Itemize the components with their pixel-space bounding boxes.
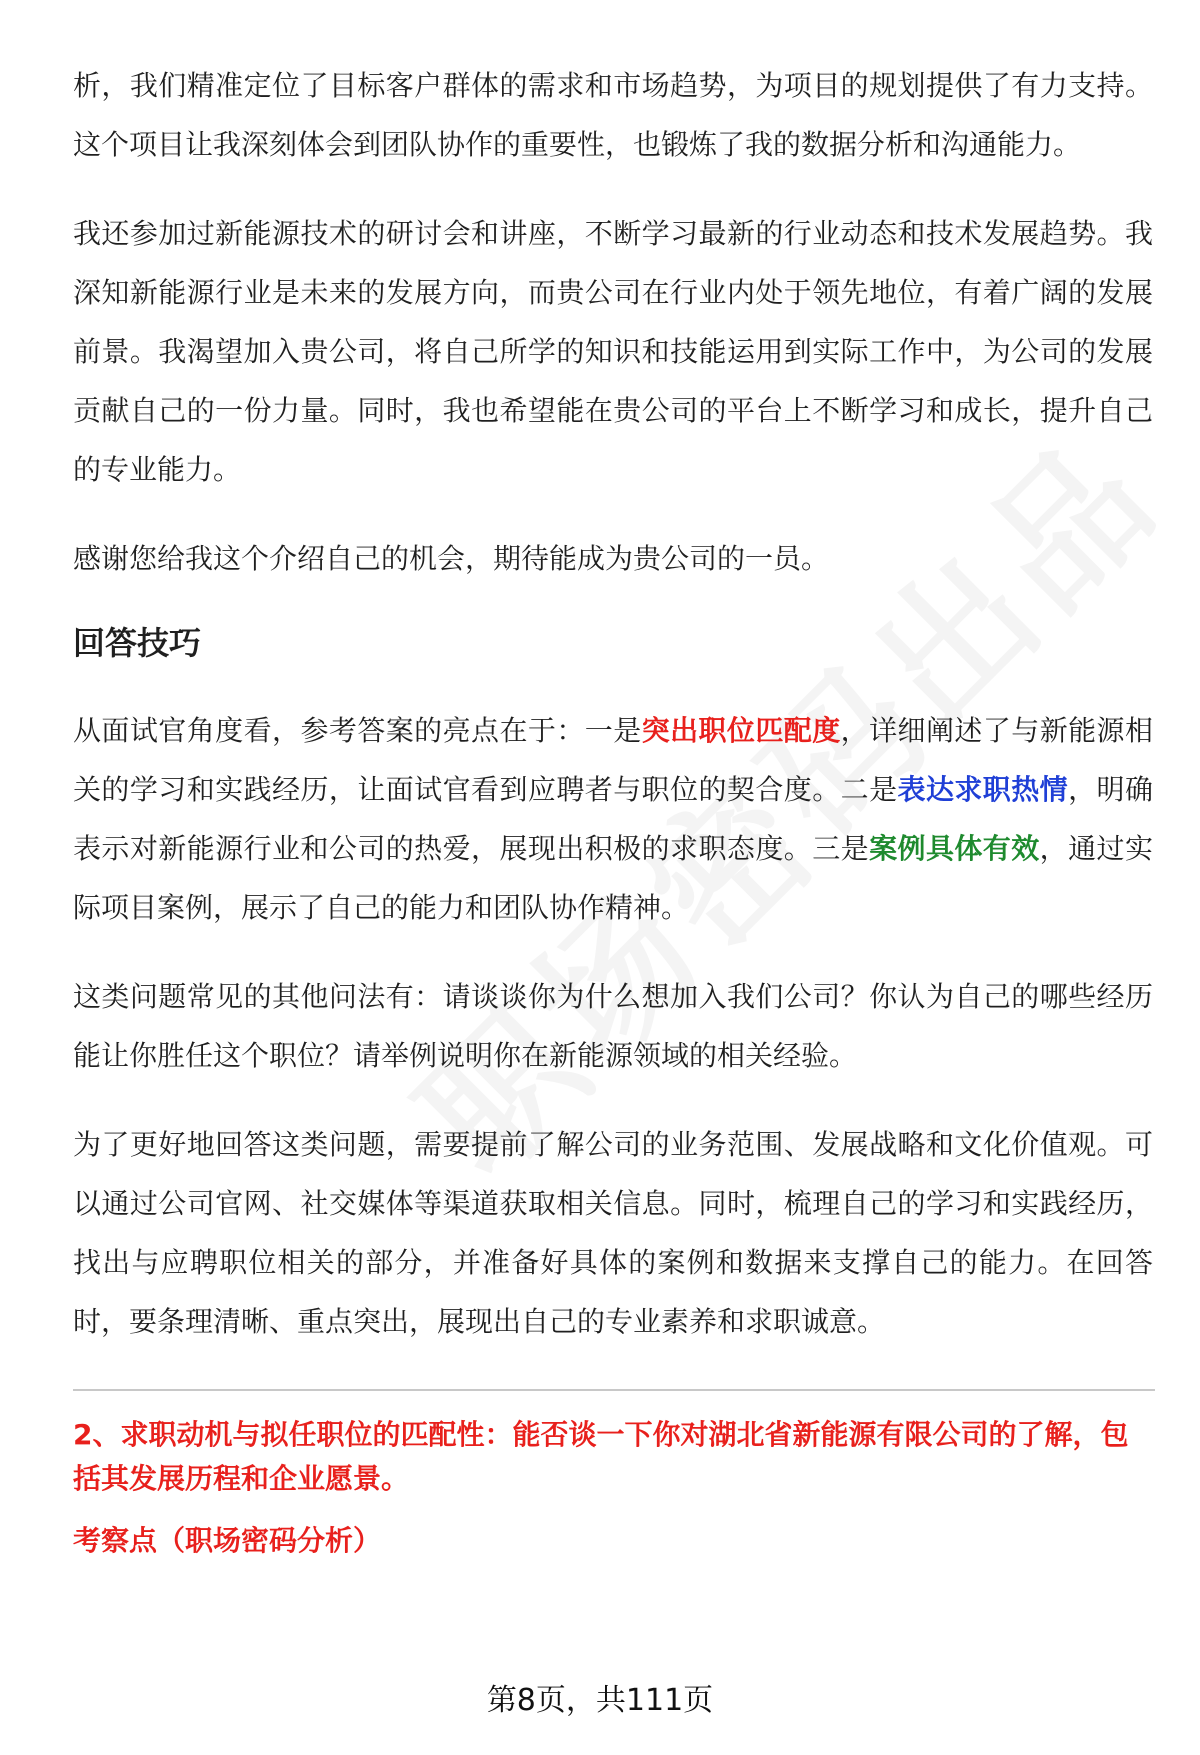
paragraph-intro-end: 析，我们精准定位了目标客户群体的需求和市场趋势，为项目的规划提供了有力支持。这个项目让我深刻体会到团队协作的重要性，也锻炼了我的数据分析和沟通能力。 (73, 69, 1153, 161)
analysis-subheading: 考察点（职场密码分析） (73, 1524, 382, 1557)
highlight-position-match: 突出职位匹配度 (641, 714, 841, 747)
question-title: 2、求职动机与拟任职位的匹配性：能否谈一下你对湖北省新能源有限公司的了解，包括其发展历程和企业愿景。 (73, 1418, 1129, 1495)
tips-text-1: 从面试官角度看，参考答案的亮点在于：一是 (73, 714, 642, 747)
tips-text-2: ，详细阐述了与新能源相关的学习和实践经历，让面试官看到应聘者与职位的契合度。二是 (73, 714, 1153, 806)
paragraph-preparation-advice: 为了更好地回答这类问题，需要提前了解公司的业务范围、发展战略和文化价值观。可以通过公司官网、社交媒体等渠道获取相关信息。同时，梳理自己的学习和实践经历，找出与应聘职位相关的部分，并准备好具体的案例和数据来支撑自己的能力。在回答时，要条理清晰、重点突出，展现出自己的专业素养和求职诚意。 (73, 1128, 1153, 1338)
page-content (73, 56, 1153, 1561)
paragraph-thanks: 感谢您给我这个介绍自己的机会，期待能成为贵公司的一员。 (73, 542, 830, 575)
section-heading: 回答技巧 (73, 624, 202, 662)
highlight-concrete-cases: 案例具体有效 (869, 832, 1040, 865)
paragraph-alternate-questions: 这类问题常见的其他问法有：请谈谈你为什么想加入我们公司？你认为自己的哪些经历能让你胜任这个职位？请举例说明你在新能源领域的相关经验。 (73, 980, 1153, 1072)
page-number: 第8页，共111页 (486, 1683, 714, 1718)
paragraph-tips-highlights (73, 701, 1153, 937)
paragraph-seminars: 我还参加过新能源技术的研讨会和讲座，不断学习最新的行业动态和技术发展趋势。我深知新能源行业是未来的发展方向，而贵公司在行业内处于领先地位，有着广阔的发展前景。我渴望加入贵公司，将自己所学的知识和技能运用到实际工作中，为公司的发展贡献自己的一份力量。同时，我也希望能在贵公司的平台上不断学习和成长，提升自己的专业能力。 (73, 217, 1153, 486)
tips-text-4: ，通过实际项目案例，展示了自己的能力和团队协作精神。 (73, 832, 1153, 924)
highlight-job-enthusiasm: 表达求职热情 (897, 773, 1069, 806)
tips-text-3: ，明确表示对新能源行业和公司的热爱，展现出积极的求职态度。三是 (73, 773, 1153, 865)
